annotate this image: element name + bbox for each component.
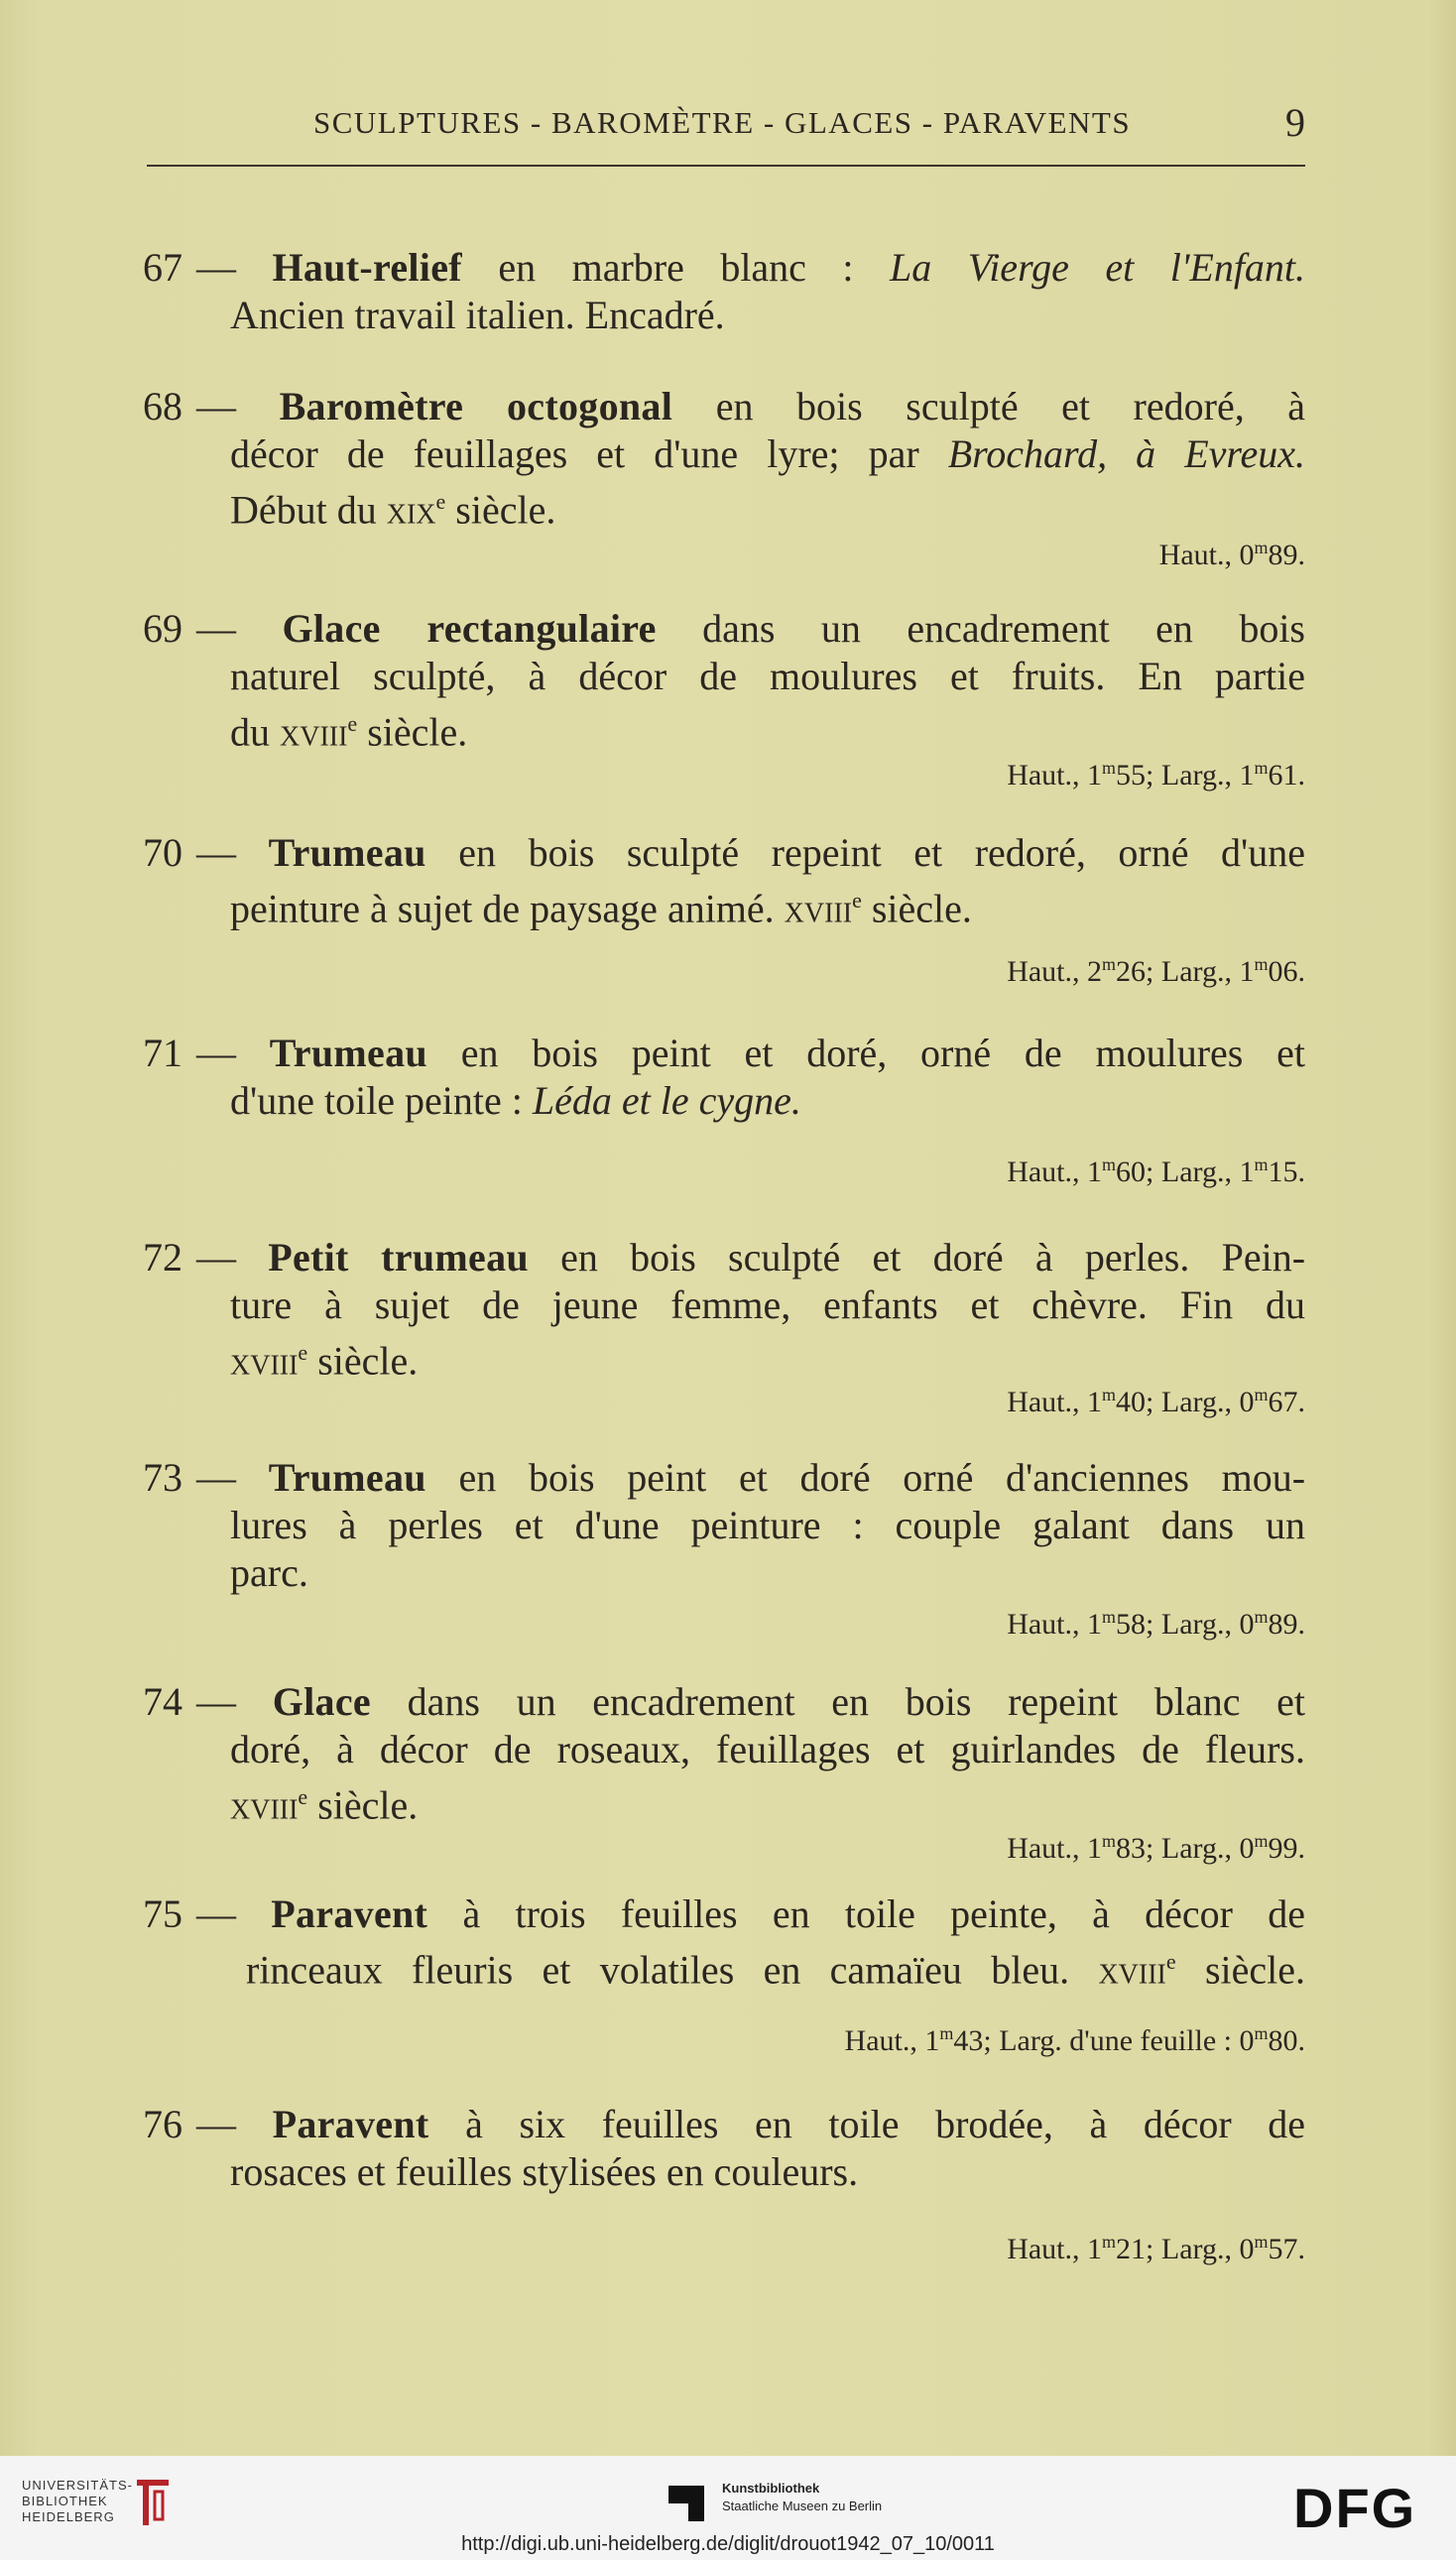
- entry-italic: La Vierge et l'Enfant.: [890, 245, 1306, 290]
- entry-number: 67: [143, 245, 182, 290]
- dims-text: 21; Larg., 0: [1116, 2233, 1255, 2265]
- entry-number: 70: [143, 830, 182, 875]
- dims-text: Haut., 1: [1007, 1386, 1103, 1418]
- century-numeral: xviii: [1098, 1947, 1166, 1993]
- dims-text: 89.: [1268, 539, 1305, 571]
- dims-sup: m: [1254, 758, 1269, 778]
- dims-text: Haut., 1: [1007, 1608, 1103, 1641]
- dims-text: 99.: [1268, 1832, 1305, 1865]
- dims-sup: m: [1102, 2232, 1117, 2252]
- dims-text: 67.: [1268, 1386, 1305, 1418]
- entry-title: Trumeau: [268, 830, 426, 875]
- entry-text: siècle.: [871, 886, 972, 931]
- entry-text: d'une toile peinte :: [230, 1078, 523, 1123]
- century-numeral: xviii: [280, 709, 348, 755]
- entry-dimensions: [1007, 1377, 1305, 1420]
- entry-dash: —: [196, 1455, 236, 1500]
- entry-line: [230, 1077, 801, 1125]
- page-number: 9: [1285, 100, 1305, 145]
- dims-sup: m: [1254, 954, 1269, 974]
- dims-sup: m: [1254, 1155, 1269, 1174]
- entry-title: Glace rectangulaire: [282, 606, 657, 651]
- entry-line: [246, 1938, 1305, 1994]
- entry-text: du: [230, 709, 270, 755]
- dims-text: Haut., 1: [1007, 759, 1103, 792]
- dims-text: Haut., 2: [1007, 955, 1103, 988]
- entry-line: [143, 1030, 1305, 1077]
- entry-number: 72: [143, 1235, 182, 1280]
- dims-text: Haut., 0: [1158, 539, 1255, 571]
- dims-sup: m: [1254, 1831, 1269, 1851]
- entry-dash: —: [196, 1031, 236, 1075]
- entry-dimensions: [1159, 530, 1305, 573]
- entry-title: Baromètre octogonal: [279, 384, 673, 428]
- entry-number: 68: [143, 384, 182, 428]
- dfg-logo: DFG: [1293, 2477, 1417, 2539]
- entry-number: 73: [143, 1455, 182, 1500]
- entry-number: 75: [143, 1891, 182, 1936]
- entry-title: Glace: [272, 1679, 371, 1724]
- entry-line: lures à perles et d'une peinture : couple galant dans un: [230, 1503, 1305, 1547]
- university-line: HEIDELBERG: [22, 2509, 115, 2524]
- kunstbibliothek-logo-icon: [667, 2482, 706, 2525]
- entry-title: Petit trumeau: [268, 1235, 529, 1280]
- entry-text: siècle.: [317, 1782, 419, 1828]
- running-head: [147, 100, 1305, 167]
- dims-text: Haut., 1: [1007, 1156, 1103, 1188]
- entry-text: en bois peint et doré orné d'anciennes mou-: [458, 1455, 1306, 1500]
- entry-line: [143, 1454, 1305, 1502]
- superscript: e: [1165, 1949, 1176, 1974]
- entry-title: Trumeau: [268, 1455, 426, 1500]
- dims-sup: m: [1102, 1607, 1117, 1627]
- dims-sup: m: [1102, 954, 1117, 974]
- dims-sup: m: [1102, 1385, 1117, 1404]
- century-numeral: xix: [386, 487, 436, 533]
- kb-name: Kunstbibliothek: [722, 2481, 820, 2496]
- entry-dash: —: [196, 245, 236, 290]
- entry-dash: —: [196, 606, 236, 651]
- entry-line: [230, 700, 467, 756]
- entry-italic: Brochard, à Evreux.: [947, 431, 1306, 476]
- dims-text: 06.: [1268, 955, 1305, 988]
- entry-dash: —: [196, 1891, 236, 1936]
- superscript: e: [435, 489, 446, 514]
- entry-dimensions: [1007, 946, 1305, 990]
- kunstbibliothek-label: [722, 2480, 882, 2515]
- superscript: e: [852, 888, 862, 913]
- dims-sup: m: [1102, 758, 1117, 778]
- entry-line: [143, 829, 1305, 877]
- dims-text: 80.: [1268, 2024, 1305, 2057]
- dims-sup: m: [1102, 1831, 1117, 1851]
- dims-sup: m: [1254, 2023, 1269, 2043]
- entry-line: [230, 1773, 418, 1829]
- entry-line: [230, 430, 1305, 478]
- entry-text: peinture à sujet de paysage animé.: [230, 886, 775, 931]
- dims-sup: m: [1102, 1155, 1117, 1174]
- dims-text: 15.: [1268, 1156, 1305, 1188]
- entry-line: [143, 1234, 1305, 1281]
- entry-text: en marbre blanc :: [498, 245, 854, 290]
- entry-text: siècle.: [1204, 1947, 1306, 1993]
- dims-text: 89.: [1268, 1608, 1305, 1641]
- dims-text: Haut., 1: [1007, 2233, 1103, 2265]
- entry-line: parc.: [230, 1550, 308, 1595]
- superscript: e: [347, 711, 358, 736]
- dims-text: Haut., 1: [844, 2024, 940, 2057]
- entry-title: Trumeau: [269, 1031, 427, 1075]
- entry-text: siècle.: [317, 1338, 419, 1384]
- entry-line: [143, 244, 1305, 292]
- entry-dash: —: [196, 830, 236, 875]
- entry-text: Début du: [230, 487, 377, 533]
- century-numeral: xviii: [784, 886, 853, 931]
- dims-text: 55; Larg., 1: [1116, 759, 1255, 792]
- university-line: BIBLIOTHEK: [22, 2494, 108, 2508]
- entry-line: [143, 2101, 1305, 2148]
- entry-line: rosaces et feuilles stylisées en couleurs.: [230, 2149, 859, 2194]
- dims-sup: m: [1254, 2232, 1269, 2252]
- entry-text: à six feuilles en toile brodée, à décor de: [465, 2102, 1306, 2146]
- entry-line: doré, à décor de roseaux, feuillages et guirlandes de fleurs.: [230, 1727, 1305, 1771]
- dims-text: 40; Larg., 0: [1116, 1386, 1255, 1418]
- entry-text: en bois sculpté et redoré, à: [715, 384, 1306, 428]
- century-numeral: xviii: [230, 1782, 299, 1828]
- entry-line: Ancien travail italien. Encadré.: [230, 293, 725, 337]
- entry-dimensions: [1007, 2224, 1305, 2267]
- entry-line: [230, 478, 555, 534]
- dims-sup: m: [1254, 1385, 1269, 1404]
- dims-text: 43; Larg. d'une feuille : 0: [953, 2024, 1255, 2057]
- university-logo-icon: [129, 2476, 175, 2529]
- dims-text: 83; Larg., 0: [1116, 1832, 1255, 1865]
- entry-dash: —: [196, 384, 236, 428]
- entry-text: en bois peint et doré, orné de moulures et: [460, 1031, 1306, 1075]
- entry-line: [230, 1329, 418, 1385]
- dims-text: 61.: [1268, 759, 1305, 792]
- entry-line: [143, 383, 1305, 430]
- entry-text: siècle.: [455, 487, 556, 533]
- entry-dimensions: [1007, 1823, 1305, 1867]
- entry-line: [230, 877, 972, 932]
- university-line: UNIVERSITÄTS-: [22, 2478, 133, 2493]
- entry-dimensions: [1007, 1147, 1305, 1190]
- dims-text: 26; Larg., 1: [1116, 955, 1255, 988]
- entry-dash: —: [196, 1679, 236, 1724]
- entry-dash: —: [196, 1235, 236, 1280]
- entry-title: Haut-relief: [272, 245, 462, 290]
- entry-text: à trois feuilles en toile peinte, à décor de: [462, 1891, 1306, 1936]
- entry-line: [143, 1890, 1305, 1938]
- dims-text: 60; Larg., 1: [1116, 1156, 1255, 1188]
- entry-dash: —: [196, 2102, 236, 2146]
- entry-line: [143, 1678, 1305, 1726]
- dims-text: Haut., 1: [1007, 1832, 1103, 1865]
- entry-text: rinceaux fleuris et volatiles en camaïeu bleu.: [246, 1947, 1070, 1993]
- dims-text: 57.: [1268, 2233, 1305, 2265]
- kb-sub: Staatliche Museen zu Berlin: [722, 2499, 883, 2513]
- entry-dimensions: [1007, 1599, 1305, 1643]
- entry-text: siècle.: [367, 709, 468, 755]
- source-url-link[interactable]: http://digi.ub.uni-heidelberg.de/diglit/drouot1942_07_10/0011: [461, 2533, 995, 2555]
- century-numeral: xviii: [230, 1338, 299, 1384]
- entry-dimensions: [1007, 750, 1305, 793]
- entry-line: naturel sculpté, à décor de moulures et fruits. En partie: [230, 654, 1305, 698]
- entry-text: en bois sculpté et doré à perles. Pein-: [560, 1235, 1306, 1280]
- entry-number: 74: [143, 1679, 182, 1724]
- entry-text: en bois sculpté repeint et redoré, orné d'une: [458, 830, 1306, 875]
- dims-text: 58; Larg., 0: [1116, 1608, 1255, 1641]
- entry-title: Paravent: [271, 1891, 428, 1936]
- digitization-footer: [0, 2456, 1456, 2560]
- entry-number: 69: [143, 606, 182, 651]
- running-title: SCULPTURES - BAROMÈTRE - GLACES - PARAVENTS: [313, 105, 1132, 140]
- entry-number: 71: [143, 1031, 182, 1075]
- entry-line: ture à sujet de jeune femme, enfants et chèvre. Fin du: [230, 1282, 1305, 1327]
- entry-text: dans un encadrement en bois: [702, 606, 1306, 651]
- entry-text: décor de feuillages et d'une lyre; par: [230, 431, 919, 476]
- university-library-label: [22, 2478, 133, 2525]
- entry-dimensions: [845, 2015, 1305, 2059]
- entry-title: Paravent: [272, 2102, 429, 2146]
- entry-number: 76: [143, 2102, 182, 2146]
- superscript: e: [298, 1340, 308, 1365]
- dims-sup: m: [939, 2023, 954, 2043]
- superscript: e: [298, 1784, 308, 1809]
- entry-text: dans un encadrement en bois repeint blanc et: [407, 1679, 1305, 1724]
- entry-line: [143, 605, 1305, 653]
- dims-sup: m: [1254, 538, 1269, 557]
- dims-sup: m: [1254, 1607, 1269, 1627]
- entry-italic: Léda et le cygne.: [532, 1078, 801, 1123]
